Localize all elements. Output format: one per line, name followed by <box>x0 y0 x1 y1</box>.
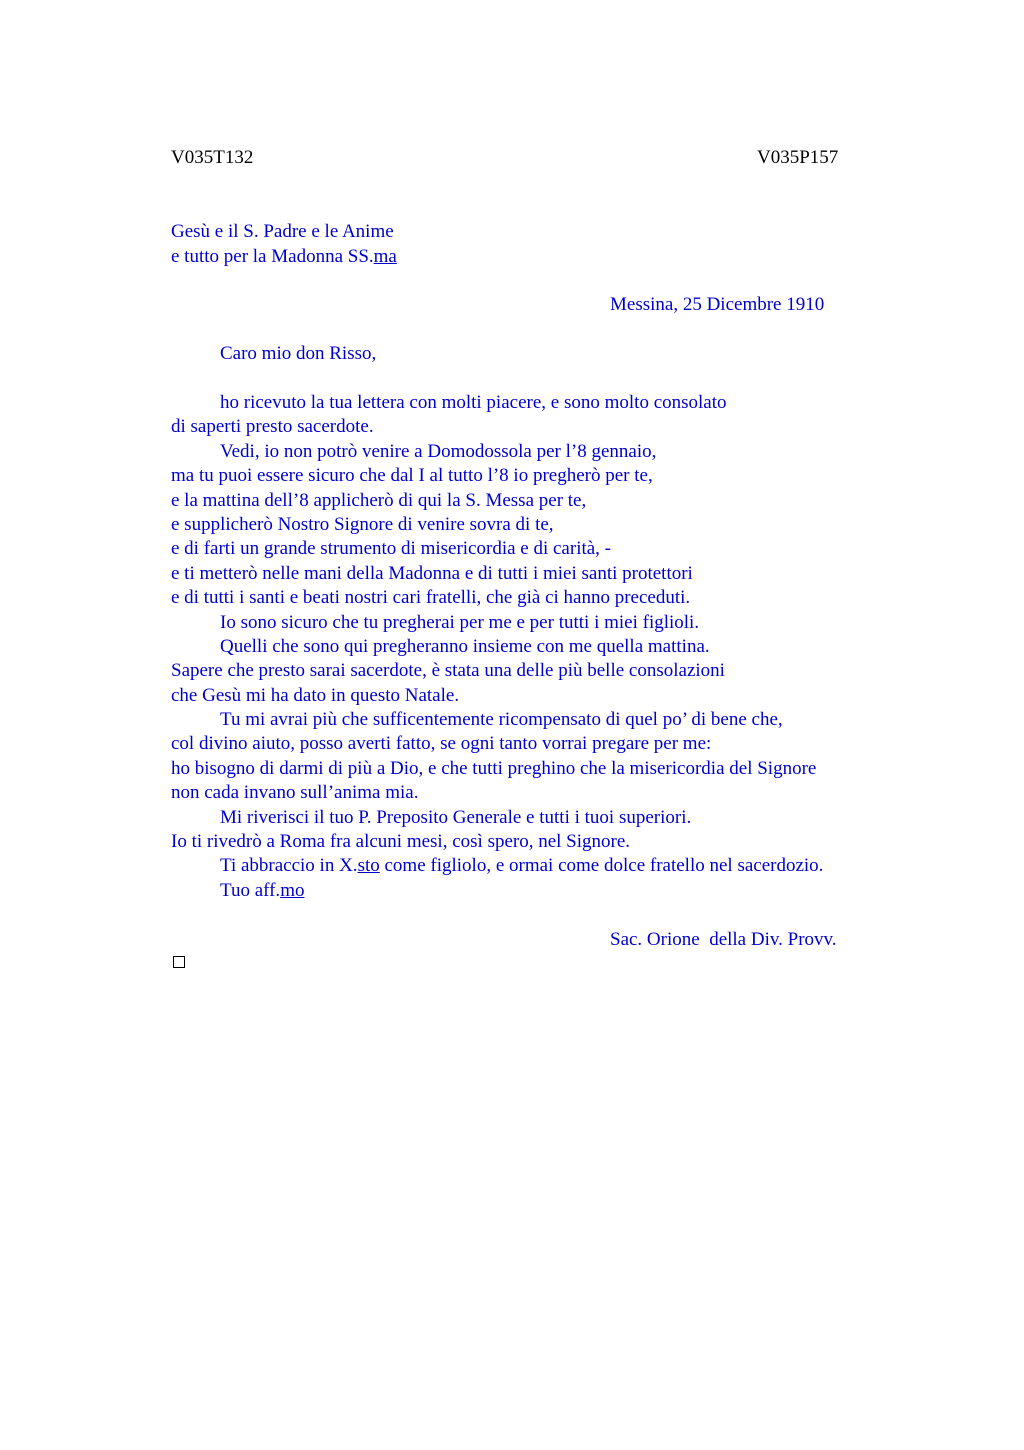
body-line: Sapere che presto sarai sacerdote, è stata una delle più belle consolazioni <box>171 660 725 682</box>
body-line: Tu mi avrai più che sufficentemente ricompensato di quel po’ di bene che, <box>220 709 783 731</box>
embrace-text-end: come figliolo, e ormai come dolce fratello nel sacerdozio. <box>379 855 824 877</box>
body-line: e di farti un grande strumento di misericordia e di carità, - <box>171 538 612 560</box>
body-line: Io ti rivedrò a Roma fra alcuni mesi, così spero, nel Signore. <box>171 831 631 853</box>
invocation-line-2-text: e tutto per la Madonna SS. <box>171 245 374 267</box>
body-line: Mi riverisci il tuo P. Preposito Generale e tutti i tuoi superiori. <box>220 806 692 828</box>
body-line: Quelli che sono qui pregheranno insieme con me quella mattina. <box>220 635 710 657</box>
body-line: non cada invano sull’anima mia. <box>171 782 419 804</box>
invocation-abbreviation: ma <box>373 245 397 267</box>
invocation-line-2 <box>171 245 397 270</box>
body-line: ho bisogno di darmi di più a Dio, e che tutti preghino che la misericordia del Signore <box>171 757 817 779</box>
body-line: che Gesù mi ha dato in questo Natale. <box>171 684 460 706</box>
closing-text: Tuo aff. <box>220 879 281 901</box>
end-square-icon <box>173 956 185 968</box>
body-line: Io sono sicuro che tu pregherai per me e per tutti i miei figlioli. <box>220 611 700 633</box>
body-line: e ti metterò nelle mani della Madonna e di tutti i miei santi protettori <box>171 562 693 584</box>
letter-salutation: Caro mio don Risso, <box>220 343 377 364</box>
body-line-closing <box>171 879 891 903</box>
embrace-abbreviation: sto <box>357 855 380 877</box>
body-line: ho ricevuto la tua lettera con molti piacere, e sono molto consolato <box>220 392 727 413</box>
body-line: di saperti presto sacerdote. <box>171 416 374 438</box>
body-line: col divino aiuto, posso averti fatto, se ogni tanto vorrai pregare per me: <box>171 733 712 755</box>
letter-body <box>171 391 891 903</box>
body-line: e la mattina dell’8 applicherò di qui la S. Messa per te, <box>171 489 587 511</box>
body-line: ma tu puoi essere sicuro che dal I al tutto l’8 io pregherò per te, <box>171 465 653 487</box>
body-line: e di tutti i santi e beati nostri cari fratelli, che già ci hanno preceduti. <box>171 587 691 609</box>
body-line: e supplicherò Nostro Signore di venire sovra di te, <box>171 513 554 535</box>
invocation-heading <box>171 220 397 269</box>
document-reference-left: V035T132 <box>171 147 254 168</box>
body-line: Vedi, io non potrò venire a Domodossola per l’8 gennaio, <box>220 440 657 462</box>
body-line-embrace <box>171 854 891 878</box>
letter-signature: Sac. Orione della Div. Provv. <box>610 929 837 950</box>
invocation-line-1: Gesù e il S. Padre e le Anime <box>171 221 394 242</box>
letter-date: Messina, 25 Dicembre 1910 <box>610 294 825 315</box>
document-reference-right: V035P157 <box>757 147 839 168</box>
embrace-text-start: Ti abbraccio in X. <box>220 855 358 877</box>
closing-abbreviation: mo <box>280 879 305 901</box>
